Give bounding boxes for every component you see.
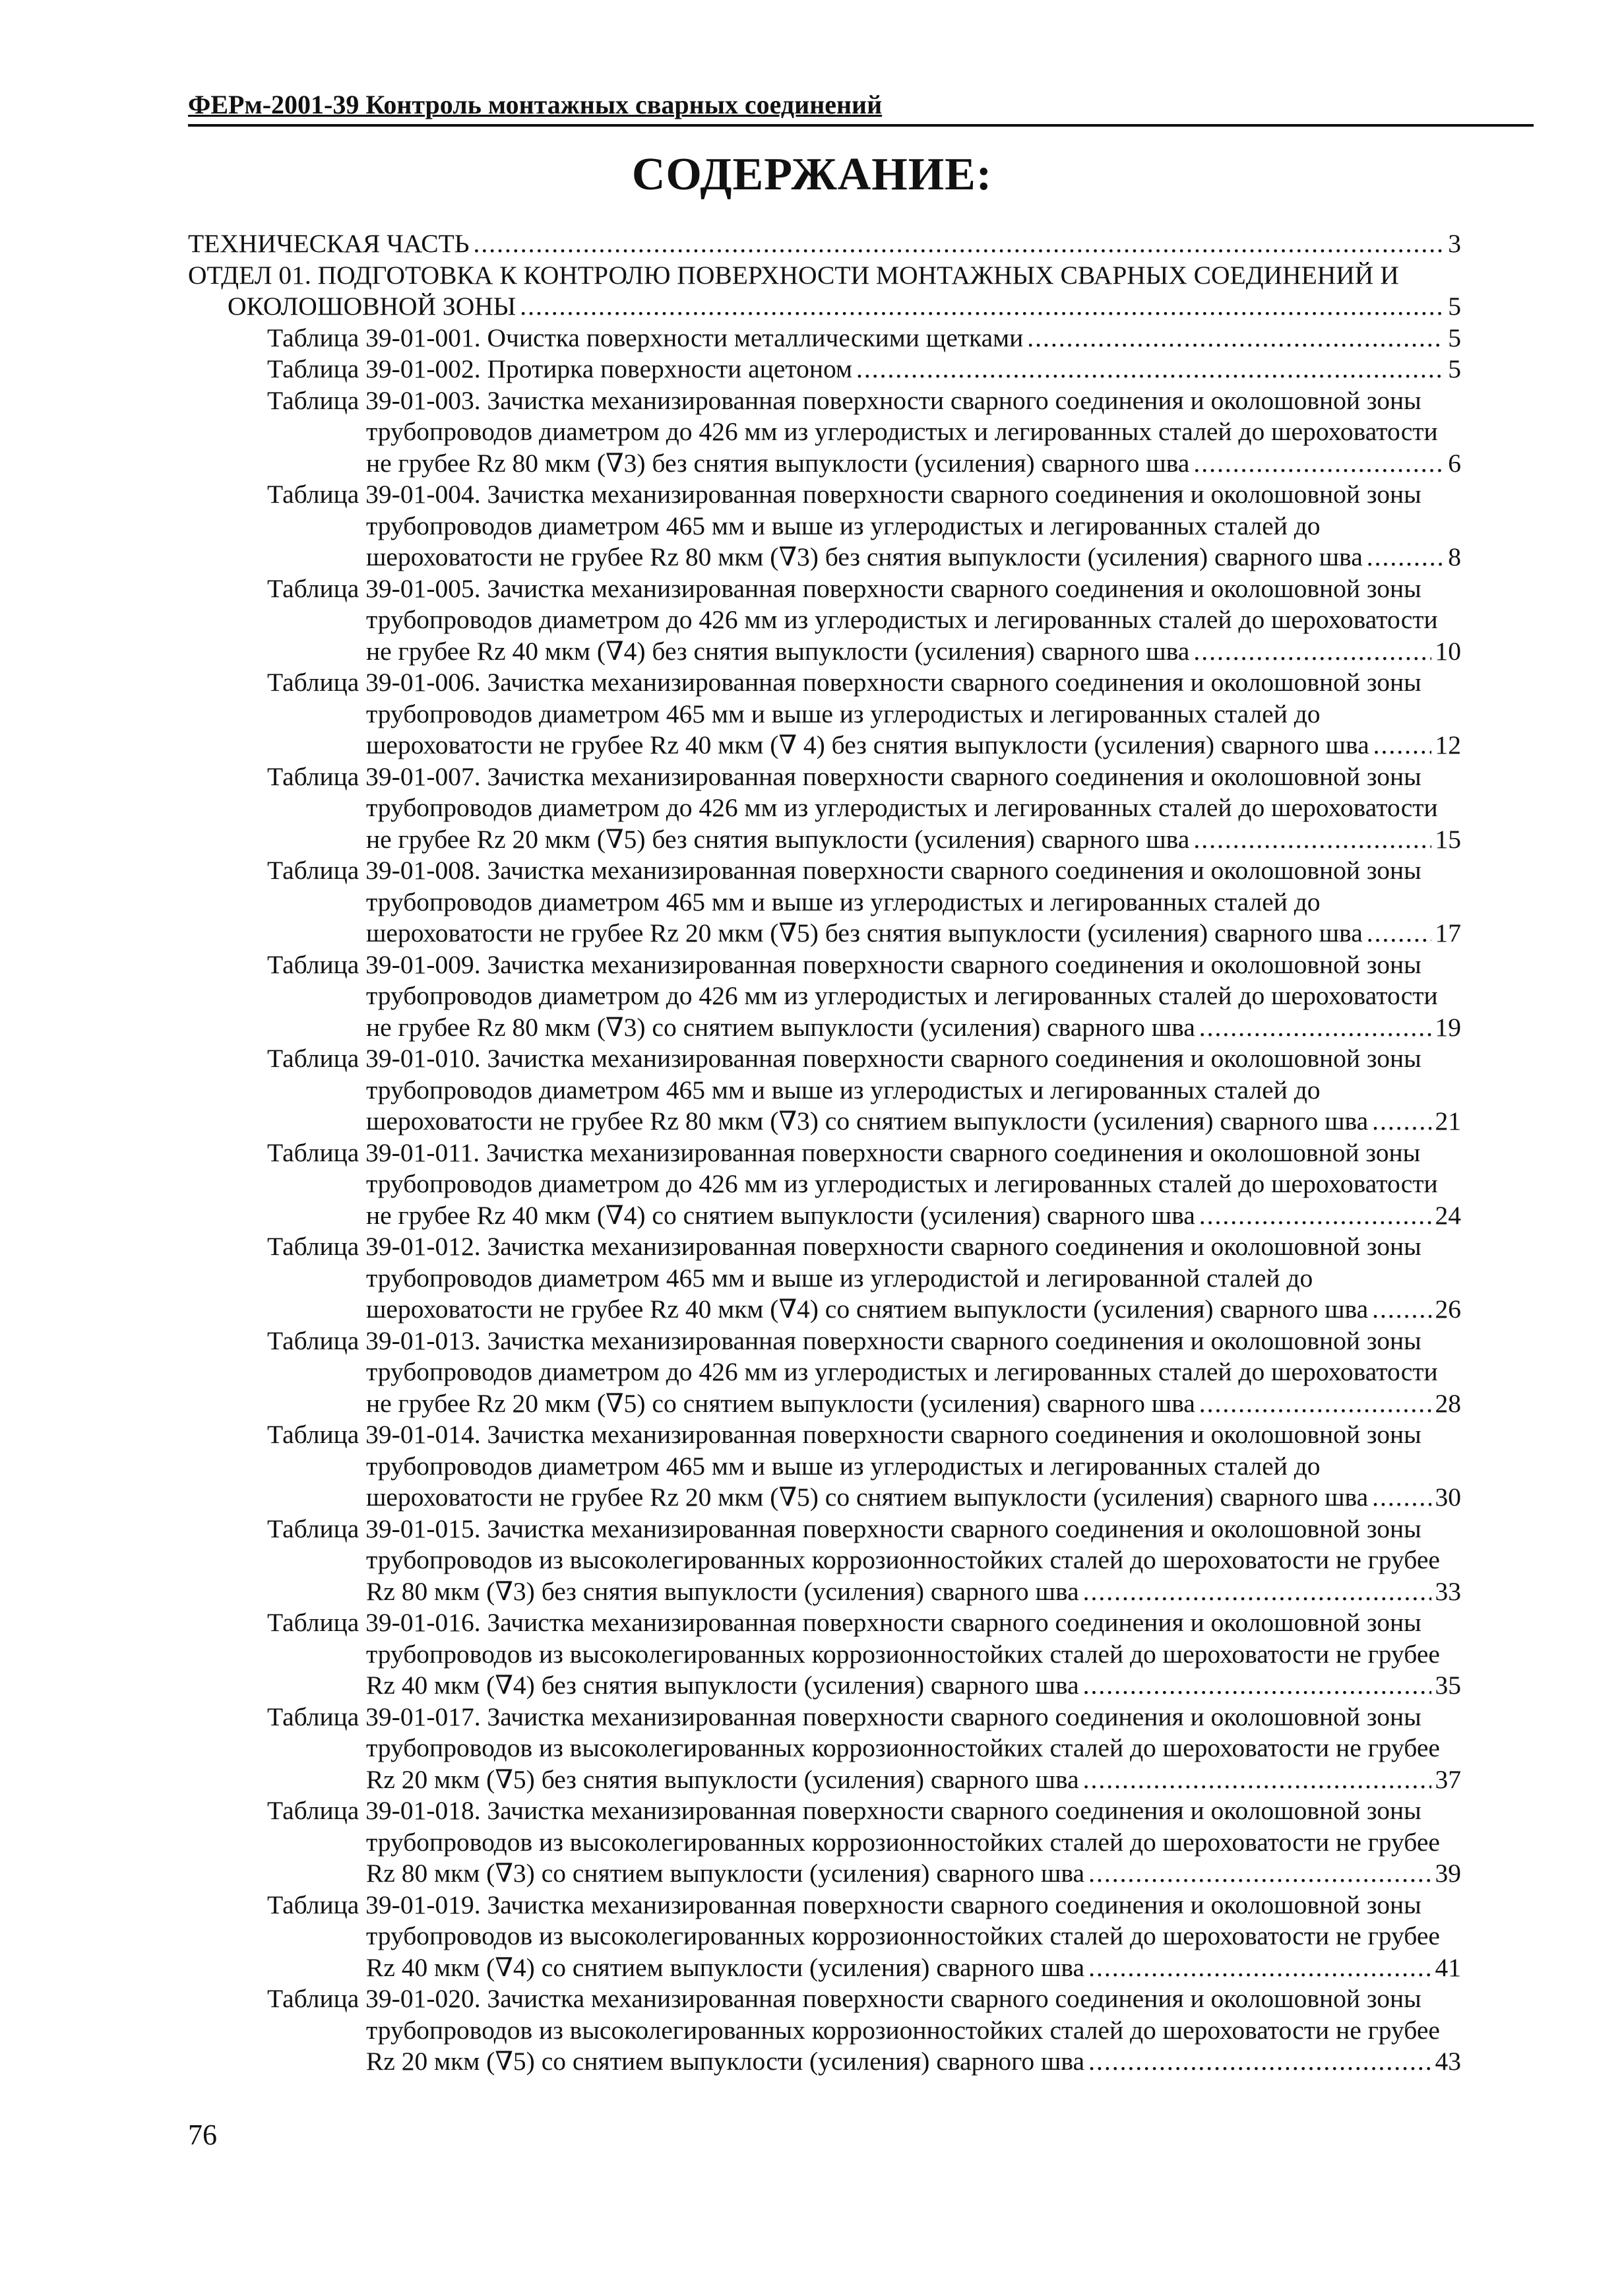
toc-page-number: 28 xyxy=(1435,1388,1461,1418)
toc-entry-text: трубопроводов из высоколегированных коррозионностойких сталей до шероховатости не грубее xyxy=(366,1639,1440,1669)
toc-entry-text: трубопроводов диаметром 465 мм и выше из углеродистых и легированных сталей до xyxy=(366,699,1321,728)
toc-line xyxy=(366,1732,1440,1764)
toc-line xyxy=(188,228,1461,260)
toc-line xyxy=(267,322,1461,354)
toc-page-number: 33 xyxy=(1435,1576,1461,1606)
toc-entry-text: не грубее Rz 20 мкм (∇5) без снятия выпуклости (усиления) сварного шва xyxy=(366,824,1190,854)
toc-entry-text: трубопроводов диаметром до 426 мм из углеродистых и легированных сталей до шероховатости xyxy=(366,1169,1438,1198)
toc-page-number: 19 xyxy=(1435,1012,1461,1042)
toc-line xyxy=(267,1042,1421,1075)
toc-entry-text: трубопроводов диаметром до 426 мм из углеродистых и легированных сталей до шероховатости xyxy=(366,1357,1438,1386)
toc-leader-dots xyxy=(1372,1481,1431,1514)
toc-line xyxy=(366,1857,1461,1890)
toc-line xyxy=(366,1920,1440,1952)
toc-entry-text: Таблица 39-01-008. Зачистка механизированная поверхности сварного соединения и околошовной зоны xyxy=(267,856,1421,885)
toc-entry-text: Таблица 39-01-017. Зачистка механизированная поверхности сварного соединения и околошовной зоны xyxy=(267,1702,1421,1731)
toc-line xyxy=(366,1105,1461,1137)
toc-entry-text: не грубее Rz 40 мкм (∇4) без снятия выпуклости (усиления) сварного шва xyxy=(366,636,1190,666)
toc-line xyxy=(366,1011,1461,1044)
toc-entry-text: Таблица 39-01-016. Зачистка механизированная поверхности сварного соединения и околошовной зоны xyxy=(267,1608,1421,1637)
toc-line xyxy=(366,1450,1321,1483)
toc-line xyxy=(267,1231,1421,1263)
toc-page-number: 15 xyxy=(1435,824,1461,854)
toc-entry-text: Таблица 39-01-006. Зачистка механизированная поверхности сварного соединения и околошовной зоны xyxy=(267,668,1421,697)
toc-leader-dots xyxy=(1193,635,1431,668)
toc-entry-text: Таблица 39-01-007. Зачистка механизированная поверхности сварного соединения и околошовной зоны xyxy=(267,761,1421,791)
toc-entry-text: ОТДЕЛ 01. ПОДГОТОВКА К КОНТРОЛЮ ПОВЕРХНОСТИ МОНТАЖНЫХ СВАРНЫХ СОЕДИНЕНИЙ И xyxy=(188,260,1399,290)
toc-page-number: 41 xyxy=(1435,1952,1461,1982)
toc-leader-dots xyxy=(520,290,1444,323)
toc-line xyxy=(267,666,1421,699)
toc-page-number: 43 xyxy=(1435,2047,1461,2076)
toc-entry-text: трубопроводов из высоколегированных коррозионностойких сталей до шероховатости не грубее xyxy=(366,1733,1440,1762)
toc-page-number: 26 xyxy=(1435,1295,1461,1324)
toc-page-number: 30 xyxy=(1435,1483,1461,1512)
header-text: ФЕРм-2001-39 Контроль монтажных сварных соединений xyxy=(188,90,883,119)
toc-entry-text: Rz 80 мкм (∇3) без снятия выпуклости (усиления) сварного шва xyxy=(366,1576,1079,1606)
toc-page-number: 10 xyxy=(1435,636,1461,666)
toc-line xyxy=(366,1576,1461,1608)
toc-line xyxy=(366,1262,1313,1295)
toc-entry-text: Таблица 39-01-001. Очистка поверхности металлическими щетками xyxy=(267,323,1024,352)
toc-line xyxy=(366,416,1438,448)
toc-leader-dots xyxy=(1367,541,1445,573)
toc-page-number: 37 xyxy=(1435,1764,1461,1794)
toc-entry-text: Таблица 39-01-005. Зачистка механизированная поверхности сварного соединения и околошовной зоны xyxy=(267,573,1421,603)
toc-line xyxy=(366,1481,1461,1514)
toc-entry-text: шероховатости не грубее Rz 40 мкм (∇4) со снятием выпуклости (усиления) сварного шва xyxy=(366,1295,1369,1324)
toc-leader-dots xyxy=(1027,322,1444,354)
toc-entry-text: шероховатости не грубее Rz 80 мкм (∇3) со снятием выпуклости (усиления) сварного шва xyxy=(366,1106,1369,1136)
toc-entry-text: трубопроводов диаметром 465 мм и выше из углеродистых и легированных сталей до xyxy=(366,511,1321,540)
toc-page-number: 39 xyxy=(1435,1859,1461,1888)
toc-line xyxy=(366,1388,1461,1420)
toc-leader-dots xyxy=(1193,823,1431,856)
page-title: СОДЕРЖАНИЕ: xyxy=(631,149,993,200)
toc-line xyxy=(366,1293,1461,1326)
toc-line xyxy=(366,1356,1438,1388)
toc-line xyxy=(267,1325,1421,1357)
toc-page-number: 12 xyxy=(1435,730,1461,759)
toc-entry-text: Таблица 39-01-004. Зачистка механизированная поверхности сварного соединения и околошовной зоны xyxy=(267,480,1421,509)
toc-line xyxy=(267,478,1421,511)
toc-entry-text: Таблица 39-01-003. Зачистка механизированная поверхности сварного соединения и околошовной зоны xyxy=(267,385,1421,415)
toc-entry-text: Таблица 39-01-013. Зачистка механизированная поверхности сварного соединения и околошовной зоны xyxy=(267,1326,1421,1355)
toc-leader-dots xyxy=(1199,1011,1431,1044)
toc-entry-text: ТЕХНИЧЕСКАЯ ЧАСТЬ xyxy=(188,229,470,258)
toc-line xyxy=(267,353,1461,385)
toc-line xyxy=(366,447,1461,480)
toc-line xyxy=(366,2014,1440,2047)
toc-entry-text: трубопроводов диаметром до 426 мм из углеродистых и легированных сталей до шероховатости xyxy=(366,417,1438,446)
toc-line xyxy=(366,1638,1440,1671)
toc-page-number: 5 xyxy=(1448,354,1461,383)
toc-entry-text: трубопроводов диаметром 465 мм и выше из углеродистой и легированной сталей до xyxy=(366,1263,1313,1293)
toc-line xyxy=(267,949,1421,981)
toc-entry-text: не грубее Rz 20 мкм (∇5) со снятием выпуклости (усиления) сварного шва xyxy=(366,1388,1195,1418)
toc-line xyxy=(366,917,1461,949)
toc-line xyxy=(366,792,1438,824)
toc-entry-text: трубопроводов диаметром 465 мм и выше из углеродистых и легированных сталей до xyxy=(366,887,1321,916)
toc-page-number: 5 xyxy=(1448,323,1461,352)
toc-line xyxy=(366,541,1461,573)
toc-entry-text: трубопроводов из высоколегированных коррозионностойких сталей до шероховатости не грубее xyxy=(366,1545,1440,1574)
toc-page-number: 5 xyxy=(1448,292,1461,321)
toc-entry-text: шероховатости не грубее Rz 80 мкм (∇3) без снятия выпуклости (усиления) сварного шва xyxy=(366,542,1363,571)
toc-entry-text: трубопроводов диаметром до 426 мм из углеродистых и легированных сталей до шероховатости xyxy=(366,981,1438,1010)
toc-entry-text: не грубее Rz 40 мкм (∇4) со снятием выпуклости (усиления) сварного шва xyxy=(366,1200,1195,1230)
toc-entry-text: Rz 20 мкм (∇5) со снятием выпуклости (усиления) сварного шва xyxy=(366,2047,1085,2076)
toc-line xyxy=(267,1795,1421,1827)
toc-line xyxy=(267,761,1421,793)
toc-line xyxy=(267,1701,1421,1733)
toc-page-number: 21 xyxy=(1435,1106,1461,1136)
toc-line xyxy=(267,1607,1421,1639)
toc-entry-text: трубопроводов диаметром 465 мм и выше из углеродистых и легированных сталей до xyxy=(366,1451,1321,1481)
toc-entry-text: не грубее Rz 80 мкм (∇3) со снятием выпуклости (усиления) сварного шва xyxy=(366,1012,1195,1042)
toc-line xyxy=(366,1074,1321,1106)
toc-entry-text: Таблица 39-01-011. Зачистка механизированная поверхности сварного соединения и околошовной зоны xyxy=(267,1137,1421,1167)
toc-entry-text: трубопроводов из высоколегированных коррозионностойких сталей до шероховатости не грубее xyxy=(366,1921,1440,1950)
toc-entry-text: трубопроводов из высоколегированных коррозионностойких сталей до шероховатости не грубее xyxy=(366,2015,1440,2045)
toc-entry-text: Rz 40 мкм (∇4) без снятия выпуклости (усиления) сварного шва xyxy=(366,1671,1079,1700)
toc-page-number: 6 xyxy=(1448,448,1461,478)
toc-page-number: 8 xyxy=(1448,542,1461,571)
toc-entry-text: Таблица 39-01-018. Зачистка механизированная поверхности сварного соединения и околошовной зоны xyxy=(267,1796,1421,1825)
toc-line xyxy=(267,573,1421,605)
toc-leader-dots xyxy=(1083,1576,1431,1608)
toc-entry-text: шероховатости не грубее Rz 20 мкм (∇5) со снятием выпуклости (усиления) сварного шва xyxy=(366,1483,1369,1512)
toc-line xyxy=(366,698,1321,730)
toc-entry-text: Таблица 39-01-014. Зачистка механизированная поверхности сварного соединения и околошовной зоны xyxy=(267,1420,1421,1449)
page-number: 76 xyxy=(188,2119,217,2151)
toc-leader-dots xyxy=(1083,1764,1431,1796)
toc-entry-text: трубопроводов диаметром до 426 мм из углеродистых и легированных сталей до шероховатости xyxy=(366,605,1438,634)
toc-page-number: 17 xyxy=(1435,918,1461,947)
toc-page-number: 3 xyxy=(1448,229,1461,258)
toc-line xyxy=(366,1200,1461,1232)
toc-line xyxy=(267,385,1421,417)
toc-line xyxy=(366,729,1461,761)
toc-line xyxy=(366,980,1438,1012)
toc-line xyxy=(366,823,1461,856)
toc-entry-text: Rz 20 мкм (∇5) без снятия выпуклости (усиления) сварного шва xyxy=(366,1764,1079,1794)
toc-line xyxy=(366,604,1438,636)
toc-leader-dots xyxy=(1193,447,1444,480)
toc-entry-text: Таблица 39-01-002. Протирка поверхности ацетоном xyxy=(267,354,852,383)
toc-line xyxy=(267,1513,1421,1545)
toc-line xyxy=(366,886,1321,918)
toc-entry-text: трубопроводов из высоколегированных коррозионностойких сталей до шероховатости не грубее xyxy=(366,1827,1440,1857)
toc-leader-dots xyxy=(1372,1293,1431,1326)
toc-line xyxy=(366,1764,1461,1796)
toc-line xyxy=(366,2045,1461,2078)
toc-entry-text: ОКОЛОШОВНОЙ ЗОНЫ xyxy=(228,292,516,321)
toc-line xyxy=(366,635,1461,668)
toc-entry-text: Таблица 39-01-010. Зачистка механизированная поверхности сварного соединения и околошовной зоны xyxy=(267,1044,1421,1073)
toc-leader-dots xyxy=(1367,917,1431,949)
toc-line xyxy=(366,1669,1461,1702)
toc-line xyxy=(366,1952,1461,1984)
toc-page-number: 24 xyxy=(1435,1200,1461,1230)
toc-line xyxy=(267,1419,1421,1451)
toc-line xyxy=(366,510,1321,542)
toc-line xyxy=(188,259,1399,292)
toc-entry-text: Таблица 39-01-019. Зачистка механизированная поверхности сварного соединения и околошовной зоны xyxy=(267,1890,1421,1919)
toc-line xyxy=(267,1889,1421,1921)
toc-entry-text: не грубее Rz 80 мкм (∇3) без снятия выпуклости (усиления) сварного шва xyxy=(366,448,1190,478)
toc-leader-dots xyxy=(1083,1669,1431,1702)
toc-line xyxy=(366,1168,1438,1200)
toc-leader-dots xyxy=(1372,1105,1431,1137)
toc-leader-dots xyxy=(856,353,1444,385)
toc-entry-text: Rz 40 мкм (∇4) со снятием выпуклости (усиления) сварного шва xyxy=(366,1952,1085,1982)
toc-leader-dots xyxy=(473,228,1444,260)
toc-entry-text: Таблица 39-01-012. Зачистка механизированная поверхности сварного соединения и околошовной зоны xyxy=(267,1232,1421,1261)
toc-leader-dots xyxy=(1373,729,1431,761)
toc-entry-text: Таблица 39-01-015. Зачистка механизированная поверхности сварного соединения и околошовной зоны xyxy=(267,1514,1421,1543)
toc-line xyxy=(267,1983,1421,2015)
toc-entry-text: Таблица 39-01-020. Зачистка механизированная поверхности сварного соединения и околошовной зоны xyxy=(267,1984,1421,2013)
toc-leader-dots xyxy=(1088,1952,1431,1984)
toc-leader-dots xyxy=(1199,1388,1431,1420)
toc-entry-text: Таблица 39-01-009. Зачистка механизированная поверхности сварного соединения и околошовной зоны xyxy=(267,949,1421,979)
document-header xyxy=(188,86,1534,127)
toc-leader-dots xyxy=(1088,1857,1431,1890)
toc-line xyxy=(267,1137,1420,1169)
toc-entry-text: трубопроводов диаметром до 426 мм из углеродистых и легированных сталей до шероховатости xyxy=(366,793,1438,822)
toc-leader-dots xyxy=(1088,2045,1431,2078)
toc-entry-text: шероховатости не грубее Rz 20 мкм (∇5) без снятия выпуклости (усиления) сварного шва xyxy=(366,918,1363,947)
toc-line xyxy=(228,290,1461,323)
toc-page-number: 35 xyxy=(1435,1671,1461,1700)
toc-leader-dots xyxy=(1199,1200,1431,1232)
toc-line xyxy=(366,1826,1440,1859)
toc-entry-text: трубопроводов диаметром 465 мм и выше из углеродистых и легированных сталей до xyxy=(366,1075,1321,1104)
toc-entry-text: Rz 80 мкм (∇3) со снятием выпуклости (усиления) сварного шва xyxy=(366,1859,1085,1888)
toc-entry-text: шероховатости не грубее Rz 40 мкм (∇ 4) без снятия выпуклости (усиления) сварного шва xyxy=(366,730,1369,759)
toc-line xyxy=(267,854,1421,887)
toc-line xyxy=(366,1544,1440,1576)
